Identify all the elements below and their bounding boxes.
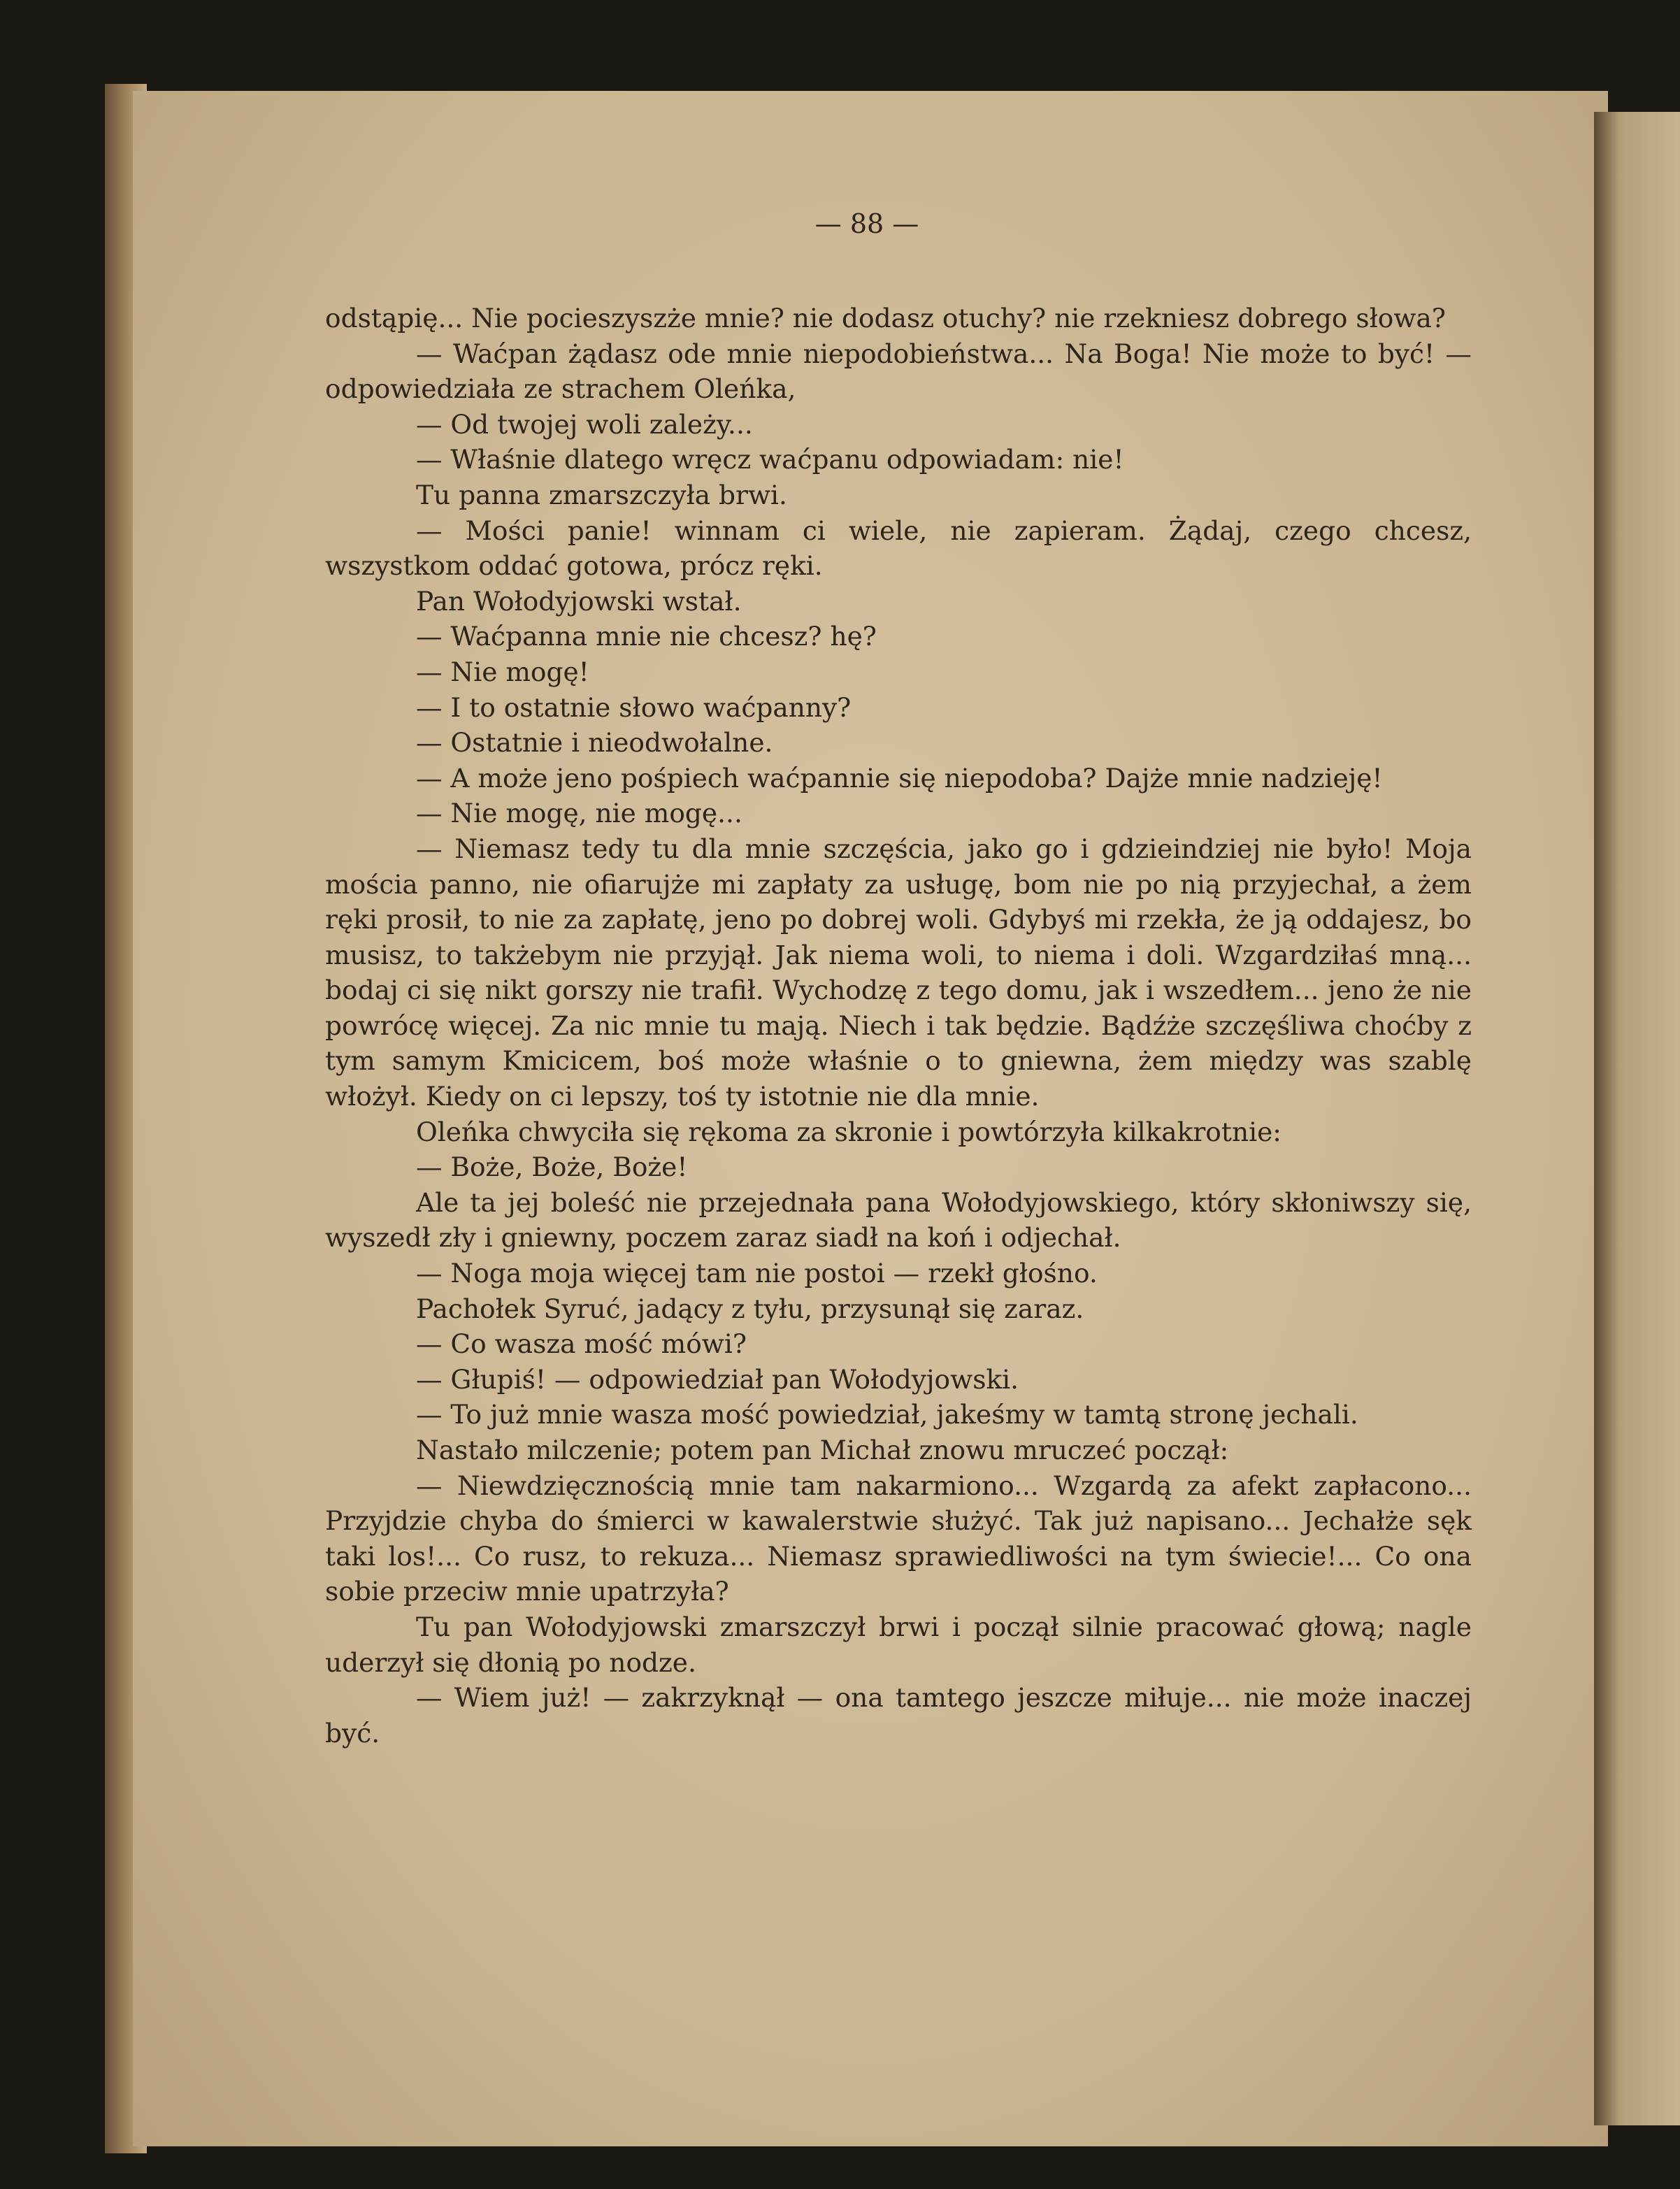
paragraph: — Co wasza mość mówi?	[416, 1328, 747, 1360]
page-text	[325, 301, 1472, 1751]
paragraph: — Waćpan żądasz ode mnie niepodobieństwa... Na Boga! Nie może to być! — odpowiedziała ze strachem Oleńka,	[325, 338, 1472, 405]
paragraph: — Nie mogę!	[416, 656, 589, 687]
paragraph: — Wiem już! — zakrzyknął — ona tamtego jeszcze miłuje... nie może inaczej być.	[325, 1682, 1472, 1749]
paragraph: — Niewdzięcznością mnie tam nakarmiono... Wzgardą za afekt zapłacono... Przyjdzie chyba do śmierci w kawalerstwie służyć. Tak już napisano... Jechałże sęk taki los!... Co rusz, to rekuza... Niemasz sprawiedliwości na tym świecie!... Co ona sobie przeciw mnie upatrzyła?	[325, 1470, 1472, 1607]
paragraph: — To już mnie wasza mość powiedział, jakeśmy w tamtą stronę jechali.	[416, 1399, 1358, 1430]
page-number: — 88 —	[814, 208, 919, 239]
paragraph: — Niemasz tedy tu dla mnie szczęścia, jako go i gdzieindziej nie było! Moja mościa panno, nie ofiarujże mi zapłaty za usługę, bom nie po nią przyjechał, a żem ręki prosił, to nie za zapłatę, jeno po dobrej woli. Gdybyś mi rzekła, że ją oddajesz, bo musisz, to takżebym nie przyjął. Jak niema woli, to niema i doli. Wzgardziłaś mną... bodaj ci się nikt gorszy nie trafił. Wychodzę z tego domu, jak i wszedłem... jeno że nie powrócę więcej. Za nic mnie tu mają. Niech i tak będzie. Bądźże szczęśliwa choćby z tym samym Kmicicem, boś może właśnie o to gniewna, żem między was szablę włożył. Kiedy on ci lepszy, toś ty istotnie nie dla mnie.	[325, 833, 1472, 1112]
paragraph: Nastało milczenie; potem pan Michał znowu mruczeć począł:	[416, 1435, 1229, 1465]
paragraph: — Mości panie! winnam ci wiele, nie zapieram. Żądaj, czego chcesz, wszystkom oddać gotowa, prócz ręki.	[325, 515, 1472, 582]
paragraph: — Ostatnie i nieodwołalne.	[416, 727, 773, 759]
paragraph: — Nie mogę, nie mogę...	[416, 798, 742, 829]
paragraph: Tu pan Wołodyjowski zmarszczył brwi i począł silnie pracować głową; nagle uderzył się dłonią po nodze.	[325, 1611, 1472, 1678]
paragraph: Tu panna zmarszczyła brwi.	[416, 479, 787, 510]
next-page-edge	[1594, 112, 1680, 2125]
paragraph: Pachołek Syruć, jadący z tyłu, przysunął się zaraz.	[416, 1293, 1084, 1324]
paragraph: Ale ta jej boleść nie przejednała pana Wołodyjowskiego, który skłoniwszy się, wyszedł zły i gniewny, poczem zaraz siadł na koń i odjechał.	[325, 1186, 1472, 1254]
paragraph: — Właśnie dlatego wręcz waćpanu odpowiadam: nie!	[416, 444, 1124, 475]
paragraph: Oleńka chwyciła się rękoma za skronie i powtórzyła kilkakrotnie:	[416, 1116, 1281, 1147]
paragraph: — Noga moja więcej tam nie postoi — rzekł głośno.	[416, 1258, 1098, 1289]
paragraph: — A może jeno pośpiech waćpannie się niepodoba? Dajże mnie nadzieję!	[416, 762, 1383, 794]
paragraph: — Boże, Boże, Boże!	[416, 1151, 688, 1183]
paragraph: — Głupiś! — odpowiedział pan Wołodyjowski.	[416, 1363, 1019, 1395]
paragraph: — Waćpanna mnie nie chcesz? hę?	[416, 621, 877, 652]
paragraph: Pan Wołodyjowski wstał.	[416, 585, 742, 617]
paragraph: — Od twojej woli zależy...	[416, 408, 753, 440]
paragraph: odstąpię... Nie pocieszyszże mnie? nie dodasz otuchy? nie rzekniesz dobrego słowa?	[325, 303, 1446, 333]
paragraph: — I to ostatnie słowo waćpanny?	[416, 691, 852, 723]
